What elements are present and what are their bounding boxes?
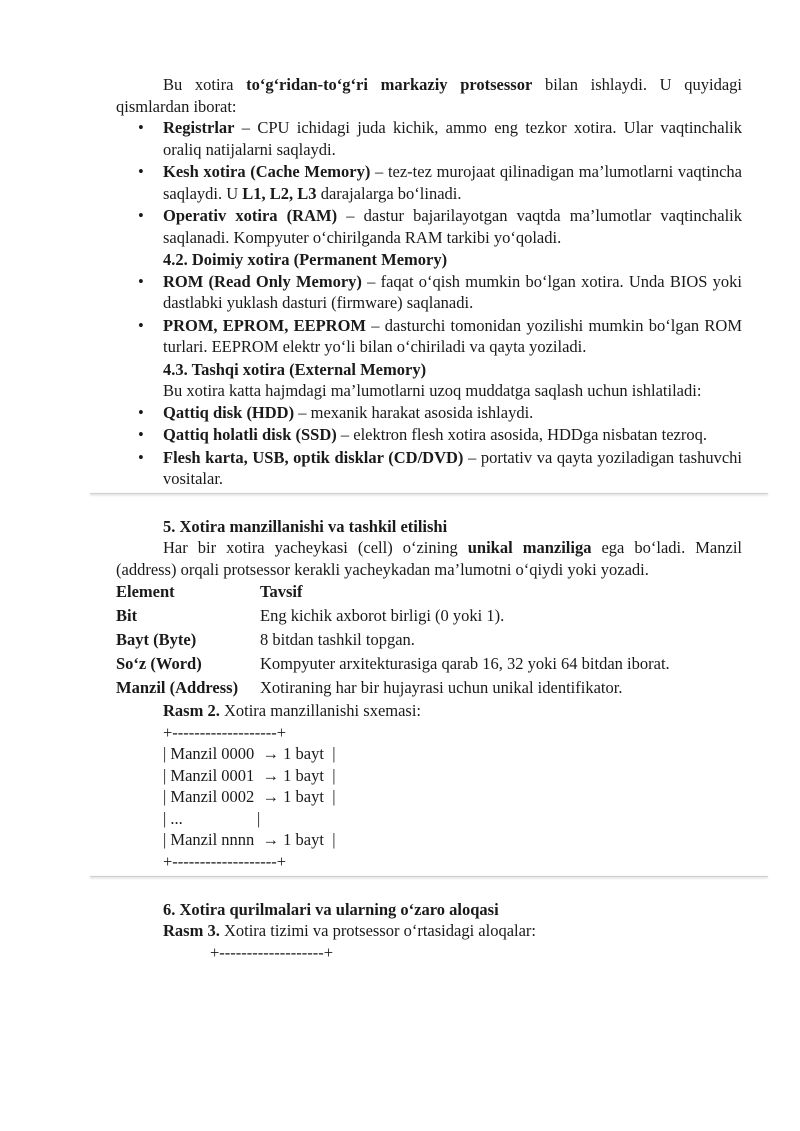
table-header-description: Tavsif [260, 582, 303, 601]
list-item [116, 447, 742, 490]
table-cell-element: Bit [116, 606, 138, 625]
list-item-term-2: L1, L2, L3 [242, 183, 317, 203]
diagram-line: | Manzil nnnn → 1 bayt | [163, 830, 336, 850]
intro-text-pre: Bu xotira [163, 75, 247, 94]
spacer [116, 877, 742, 899]
figure-2-caption [116, 700, 742, 722]
diagram-line: | Manzil 0002 → 1 bayt | [163, 787, 336, 807]
table-row [116, 652, 670, 676]
figure-2-label: Rasm 2. [163, 701, 220, 720]
section-6-heading: 6. Xotira qurilmalari va ularning o‘zaro aloqasi [163, 899, 499, 919]
section-4-2-heading: 4.2. Doimiy xotira (Permanent Memory) [163, 250, 448, 269]
table-cell-description: Eng kichik axborot birligi (0 yoki 1). [260, 606, 505, 625]
list-item [116, 271, 742, 314]
diagram-line: +-------------------+ [163, 852, 287, 872]
section-4-3-heading: 4.3. Tashqi xotira (External Memory) [163, 359, 427, 379]
section-5-text-post: ega bo‘ladi. Manzil (address) orqali protsessor kerakli yacheykadan ma’lumotni o‘qiydi yoki yozadi. [116, 538, 742, 579]
document-content [116, 74, 742, 963]
figure-3-label: Rasm 3. [163, 921, 220, 941]
list-item [116, 424, 742, 446]
table-cell-element: So‘z (Word) [116, 654, 202, 673]
table-row [116, 628, 670, 652]
bullet-icon: • [138, 206, 144, 225]
permanent-memory-list [116, 271, 742, 358]
figure-3-caption [116, 920, 742, 942]
section-5-text-pre: Har bir xotira yacheykasi (cell) o‘zining [163, 538, 468, 557]
table-cell-description: 8 bitdan tashkil topgan. [260, 630, 415, 649]
list-item [116, 315, 742, 358]
list-item-text-2: darajalarga bo‘linadi. [316, 183, 462, 203]
diagram-line: | Manzil 0001 → 1 bayt | [163, 765, 336, 785]
table-row [116, 604, 670, 628]
list-item-text: – dasturchi tomonidan yozilishi mumkin bo‘lgan ROM turlari. EEPROM elektr yo‘li bilan o‘chiriladi va qayta yoziladi. [163, 315, 742, 356]
table-header-row [116, 580, 670, 604]
bullet-icon: • [138, 118, 144, 137]
diagram-line: | Manzil 0000 → 1 bayt | [163, 744, 336, 764]
figure-3-diagram-line: +-------------------+ [210, 942, 334, 962]
bullet-icon: • [138, 271, 144, 291]
list-item-text: – tez-tez murojaat qilinadigan ma’lumotlarni vaqtincha saqlaydi. U [163, 162, 742, 203]
intro-text-bold: to‘g‘ridan-to‘g‘ri markaziy protsessor [246, 75, 533, 94]
intro-text-post: bilan ishlaydi. U quyidagi qismlardan iborat: [116, 75, 742, 116]
external-memory-list [116, 402, 742, 490]
table-row [116, 676, 670, 700]
list-item-term: ROM (Read Only Memory) [163, 271, 362, 291]
list-item-text: – faqat o‘qish mumkin bo‘lgan xotira. Unda BIOS yoki dastlabki yuklash dasturi (firmware) saqlanadi. [163, 271, 742, 312]
section-5-paragraph [116, 537, 742, 580]
list-item-text: – elektron flesh xotira asosida, HDDga nisbatan tezroq. [336, 425, 707, 444]
list-item-term: Operativ xotira (RAM) [163, 206, 338, 225]
list-item-text: – dastur bajarilayotgan vaqtda ma’lumotlar vaqtinchalik saqlanadi. Kompyuter o‘chirilganda RAM tarkibi yo‘qoladi. [163, 206, 742, 247]
figure-3-caption-text: Xotira tizimi va protsessor o‘rtasidagi aloqalar: [219, 921, 537, 941]
bullet-icon: • [138, 425, 144, 444]
table-header-element: Element [116, 582, 175, 601]
list-item-text: – mexanik harakat asosida ishlaydi. [294, 402, 534, 422]
internal-memory-list [116, 117, 742, 248]
list-item-term: Kesh xotira (Cache Memory) [163, 162, 371, 181]
list-item-term: Qattiq disk (HDD) [163, 402, 295, 422]
list-item-term: PROM, EPROM, EEPROM [163, 315, 367, 335]
section-4-3-paragraph: Bu xotira katta hajmdagi ma’lumotlarni uzoq muddatga saqlash uchun ishlatiladi: [163, 381, 702, 400]
spacer [116, 494, 742, 516]
section-5-text-bold: unikal manziliga [467, 538, 592, 557]
list-item-term: Qattiq holatli disk (SSD) [163, 425, 337, 444]
bullet-icon: • [138, 447, 144, 467]
figure-2-diagram [116, 722, 742, 873]
diagram-line: | ... | [163, 808, 261, 828]
section-5-heading: 5. Xotira manzillanishi va tashkil etilishi [163, 516, 448, 536]
list-item [116, 161, 742, 204]
list-item-text: – portativ va qayta yoziladigan tashuvchi vositalar. [163, 447, 742, 488]
list-item [116, 205, 742, 248]
list-item [116, 117, 742, 160]
table-cell-description: Kompyuter arxitekturasiga qarab 16, 32 yoki 64 bitdan iborat. [260, 654, 670, 673]
diagram-line: +-------------------+ [163, 722, 287, 742]
memory-units-table [116, 580, 670, 700]
table-cell-element: Bayt (Byte) [116, 630, 197, 649]
bullet-icon: • [138, 315, 144, 335]
intro-paragraph [116, 74, 742, 117]
figure-2-caption-text: Xotira manzillanishi sxemasi: [219, 701, 422, 720]
list-item-term: Flesh karta, USB, optik disklar (CD/DVD) [163, 447, 464, 467]
table-cell-description: Xotiraning har bir hujayrasi uchun unikal identifikator. [260, 678, 623, 697]
list-item-text: – CPU ichidagi juda kichik, ammo eng tezkor xotira. Ular vaqtinchalik oraliq natijalarni saqlaydi. [163, 118, 742, 159]
bullet-icon: • [138, 402, 144, 422]
bullet-icon: • [138, 162, 144, 181]
list-item-term: Registrlar [163, 118, 235, 137]
list-item [116, 402, 742, 424]
table-cell-element: Manzil (Address) [116, 678, 239, 697]
